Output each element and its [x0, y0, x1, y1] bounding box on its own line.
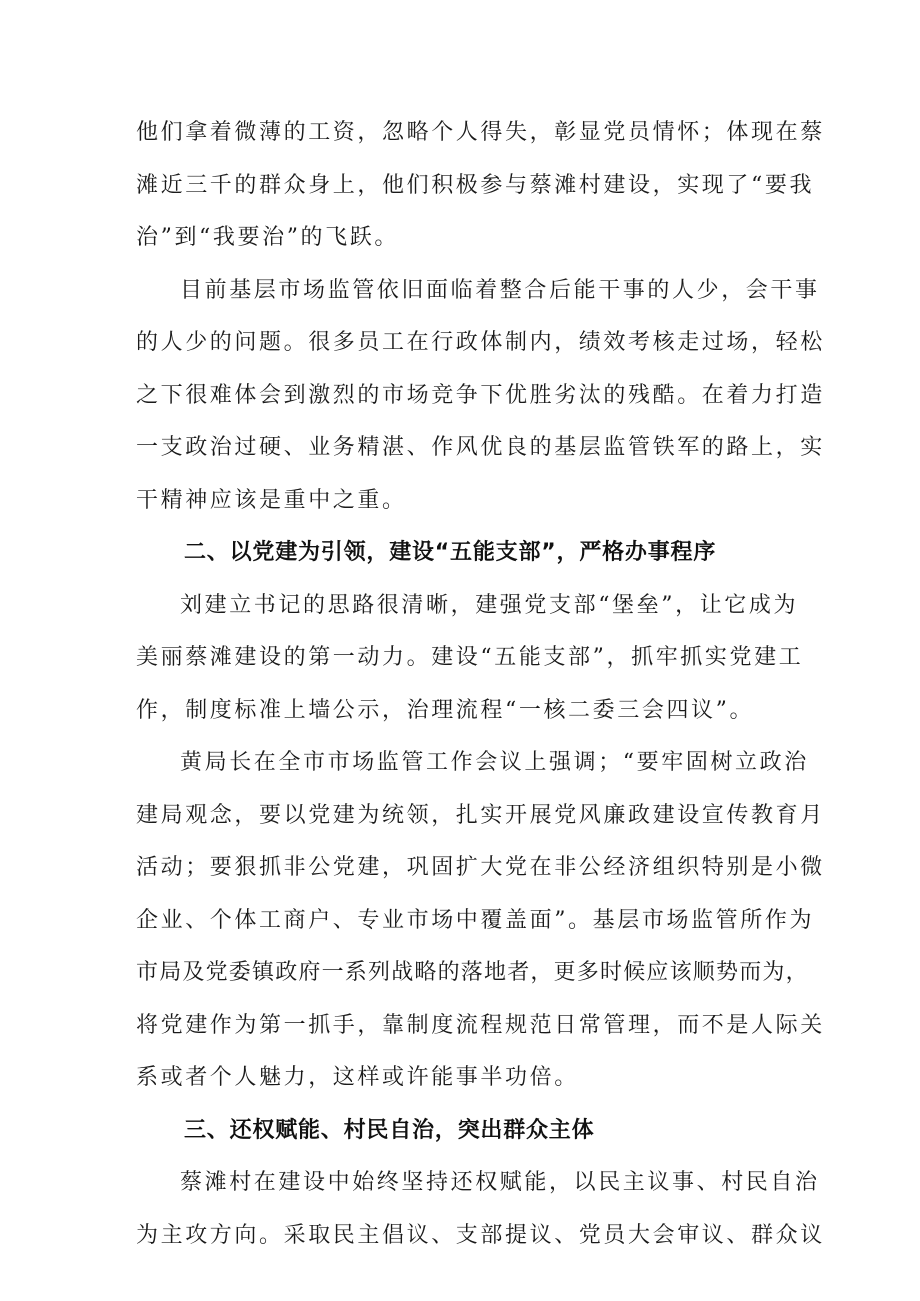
text-line: 的人少的问题。很多员工在行政体制内，绩效考核走过场，轻松 — [136, 330, 825, 355]
text-line: 将党建作为第一抓手，靠制度流程规范日常管理，而不是人际关 — [136, 1012, 825, 1038]
text-line: 一支政治过硬、业务精湛、作风优良的基层监管铁军的路上，实 — [136, 435, 825, 460]
text-line: 企业、个体工商户、专业市场中覆盖面”。基层市场监管所作为 — [136, 907, 815, 933]
text-line: 干精神应该是重中之重。 — [136, 487, 407, 513]
section-heading-two: 二、以党建为引领，建设“五能支部”，严格办事程序 — [184, 540, 717, 565]
text-line: 滩近三千的群众身上，他们积极参与蔡滩村建设，实现了“要我 — [136, 172, 815, 198]
text-line: 之下很难体会到激烈的市场竞争下优胜劣汰的残酷。在着力打造 — [136, 382, 825, 408]
section-heading-three: 三、还权赋能、村民自治，突出群众主体 — [184, 1117, 595, 1143]
text-line: 建局观念，要以党建为统领，扎实开展党风廉政建设宣传教育月 — [136, 802, 825, 828]
paragraph-start-line: 蔡滩村在建设中始终坚持还权赋能，以民主议事、村民自治 — [180, 1170, 820, 1195]
paragraph-start-line: 黄局长在全市市场监管工作会议上强调；“要牢固树立政治 — [180, 750, 809, 775]
text-line: 作，制度标准上墙公示，治理流程“一核二委三会四议”。 — [136, 697, 755, 723]
paragraph-start-line: 刘建立书记的思路很清晰，建强党支部“堡垒”，让它成为 — [180, 592, 799, 618]
text-line: 美丽蔡滩建设的第一动力。建设“五能支部”，抓牢抓实党建工 — [136, 645, 804, 670]
text-line: 为主攻方向。采取民主倡议、支部提议、党员大会审议、群众议 — [136, 1222, 825, 1248]
text-line: 活动；要狠抓非公党建，巩固扩大党在非公经济组织特别是小微 — [136, 855, 825, 880]
text-line: 他们拿着微薄的工资，忽略个人得失，彰显党员情怀；体现在蔡 — [136, 120, 825, 145]
document-body — [136, 107, 825, 1262]
text-line: 系或者个人魅力，这样或许能事半功倍。 — [136, 1065, 579, 1090]
text-line: 市局及党委镇政府一系列战略的落地者，更多时候应该顺势而为， — [136, 960, 809, 985]
text-line: 治”到“我要治”的飞跃。 — [136, 225, 399, 250]
paragraph-start-line: 目前基层市场监管依旧面临着整合后能干事的人少，会干事 — [180, 277, 820, 303]
